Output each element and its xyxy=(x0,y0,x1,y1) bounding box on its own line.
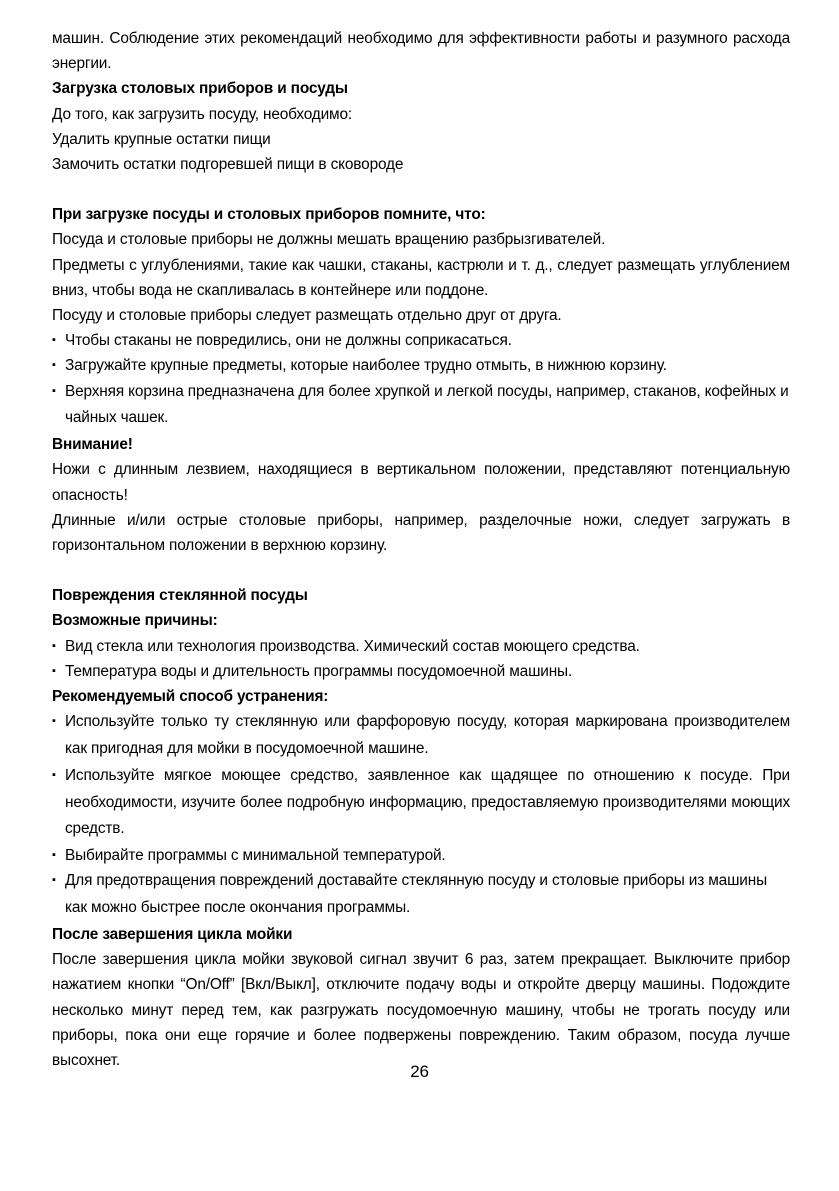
bullet-square-icon: ▪ xyxy=(52,639,56,652)
bullet-square-icon: ▪ xyxy=(52,664,56,677)
section-spacer-1 xyxy=(52,177,790,202)
page-content xyxy=(52,26,790,1073)
section-spacer-2 xyxy=(52,558,790,583)
attention-paragraph-2: Длинные и/или острые столовые приборы, например, разделочные ножи, следует загружать в горизонтальном положении в верхнюю корзину. xyxy=(52,511,790,555)
remember-bullet-list xyxy=(52,328,790,432)
list-item xyxy=(52,709,790,763)
loading-line-1: До того, как загрузить посуду, необходимо: xyxy=(52,105,353,123)
list-item xyxy=(52,659,790,684)
loading-line-3: Замочить остатки подгоревшей пищи в сковороде xyxy=(52,156,404,174)
heading-after-cycle: После завершения цикла мойки xyxy=(52,926,293,944)
heading-glass-damage: Повреждения стеклянной посуды xyxy=(52,587,308,605)
list-item-text: Используйте только ту стеклянную или фарфоровую посуду, которая маркирована производителем как пригодная для мойки в посудомоечной машине. xyxy=(65,713,790,758)
remember-line-1: Посуда и столовые приборы не должны мешать вращению разбрызгивателей. xyxy=(52,231,606,249)
heading-loading-dishes: Загрузка столовых приборов и посуды xyxy=(52,80,348,98)
list-item xyxy=(52,328,790,353)
list-item-text: Загружайте крупные предметы, которые наиболее трудно отмыть, в нижнюю корзину. xyxy=(65,357,667,375)
list-item-text: Используйте мягкое моющее средство, заявленное как щадящее по отношению к посуде. При необходимости, изучите более подробную информацию, предоставляемую производителями моющих средств. xyxy=(65,766,790,838)
list-item-text: Верхняя корзина предназначена для более хрупкой и легкой посуды, например, стаканов, кофейных и чайных чашек. xyxy=(65,382,789,427)
list-item xyxy=(52,763,790,843)
bullet-square-icon: ▪ xyxy=(52,768,56,781)
bullet-square-icon: ▪ xyxy=(52,849,56,862)
list-item xyxy=(52,353,790,378)
bullet-square-icon: ▪ xyxy=(52,715,56,728)
bullet-square-icon: ▪ xyxy=(52,384,56,397)
list-item xyxy=(52,843,790,868)
bullet-square-icon: ▪ xyxy=(52,874,56,887)
heading-recommended-remedy: Рекомендуемый способ устранения: xyxy=(52,688,329,706)
list-item-text: Выбирайте программы с минимальной температурой. xyxy=(65,847,446,865)
list-item xyxy=(52,868,790,922)
page-number: 26 xyxy=(410,1062,429,1081)
list-item-text: Для предотвращения повреждений доставайте стеклянную посуду и столовые приборы из машины как можно быстрее после окончания программы. xyxy=(65,872,767,917)
list-item-text: Температура воды и длительность программы посудомоечной машины. xyxy=(65,662,573,680)
loading-line-2: Удалить крупные остатки пищи xyxy=(52,130,271,148)
remedies-bullet-list xyxy=(52,709,790,922)
intro-paragraph: машин. Соблюдение этих рекомендаций необходимо для эффективности работы и разумного расхода энергии. xyxy=(52,30,790,73)
heading-remember: При загрузке посуды и столовых приборов помните, что: xyxy=(52,206,486,224)
heading-attention: Внимание! xyxy=(52,436,133,454)
attention-paragraph-1: Ножи с длинным лезвием, находящиеся в вертикальном положении, представляют потенциальную опасность! xyxy=(52,461,790,504)
list-item xyxy=(52,379,790,433)
bullet-square-icon: ▪ xyxy=(52,334,56,347)
remember-line-3: Посуду и столовые приборы следует размещать отдельно друг от друга. xyxy=(52,307,562,325)
remember-line-2: Предметы с углублениями, такие как чашки, стаканы, кастрюли и т. д., следует размещать углублением вниз, чтобы вода не скапливалась в контейнере или поддоне. xyxy=(52,256,790,299)
list-item xyxy=(52,634,790,659)
list-item-text: Чтобы стаканы не повредились, они не должны соприкасаться. xyxy=(65,332,512,350)
heading-possible-causes: Возможные причины: xyxy=(52,612,218,630)
list-item-text: Вид стекла или технология производства. Химический состав моющего средства. xyxy=(65,637,640,655)
after-cycle-paragraph: После завершения цикла мойки звуковой сигнал звучит 6 раз, затем прекращает. Выключите прибор нажатием кнопки “On/Off” [Вкл/Выкл], отключите подачу воды и откройте дверцу машины. Подождите несколько минут перед тем, как разгружать посудомоечную машину, чтобы не трогать посуду или приборы, пока они еще горячие и более подвержены повреждению. Таким образом, посуда лучше высохнет. xyxy=(52,951,790,1070)
causes-bullet-list xyxy=(52,634,790,684)
bullet-square-icon: ▪ xyxy=(52,359,56,372)
